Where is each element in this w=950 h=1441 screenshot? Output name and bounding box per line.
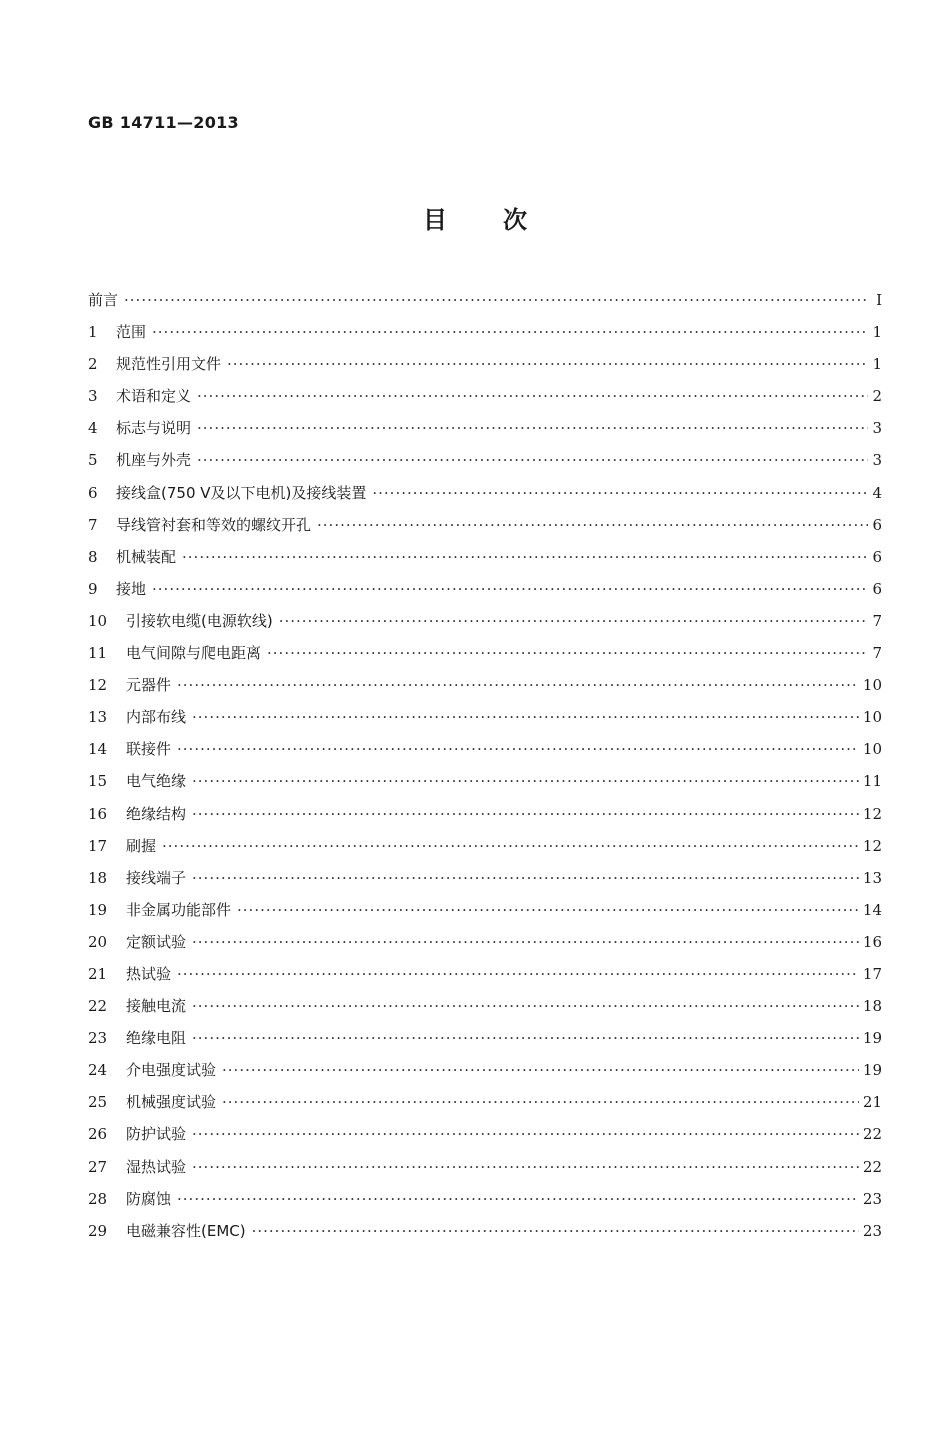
toc-entry-leader-dots [197,444,868,476]
toc-entry-label: 定额试验 [126,932,187,951]
toc-entry[interactable] [88,926,882,958]
toc-entry-label: 机械强度试验 [126,1093,217,1112]
toc-entry-number: 16 [88,804,108,823]
toc-entry[interactable] [88,412,882,444]
document-code: GB 14711—2013 [88,113,239,132]
toc-entry-label: 规范性引用文件 [116,355,222,374]
toc-entry-leader-dots [177,1183,859,1215]
toc-entry-label: 非金属功能部件 [126,900,232,919]
toc-entry-number: 17 [88,836,108,855]
toc-entry-page: 17 [862,964,882,983]
toc-entry-leader-dots [152,316,868,348]
toc-entry-number: 14 [88,740,108,759]
toc-entry-page: 6 [872,579,882,598]
toc-entry[interactable] [88,284,882,316]
toc-entry-page: 3 [872,451,882,470]
toc-title-char-2: 次 [503,206,527,234]
toc-entry-label: 内部布线 [126,708,187,727]
toc-entry-number: 26 [88,1125,108,1144]
toc-entry-leader-dots [152,573,868,605]
toc-entry-page: 1 [872,323,882,342]
toc-entry-label: 防腐蚀 [126,1189,172,1208]
toc-entry-leader-dots [192,798,859,830]
toc-entry-label: 接地 [116,579,147,598]
toc-entry-leader-dots [227,348,868,380]
toc-entry-label: 防护试验 [126,1125,187,1144]
toc-entry[interactable] [88,830,882,862]
toc-entry-leader-dots [279,605,868,637]
toc-entry-leader-dots [192,1022,859,1054]
toc-entry[interactable] [88,701,882,733]
toc-entry-label: 联接件 [126,740,172,759]
toc-entry[interactable] [88,348,882,380]
toc-entry-page: 19 [862,1061,882,1080]
toc-entry-label: 绝缘结构 [126,804,187,823]
toc-entry-label: 导线管衬套和等效的螺纹开孔 [116,515,312,534]
toc-entry-number: 12 [88,676,108,695]
toc-entry-label: 接线盒(750 V及以下电机)及接线装置 [116,483,367,502]
toc-entry-leader-dots [237,894,859,926]
toc-entry-leader-dots [192,1118,859,1150]
toc-entry-label: 绝缘电阻 [126,1029,187,1048]
toc-entry-label: 机座与外壳 [116,451,192,470]
toc-entry-page: Ⅰ [876,291,882,309]
toc-entry-number: 28 [88,1189,108,1208]
toc-list [88,284,882,1247]
toc-entry-leader-dots [197,412,868,444]
toc-entry-number: 2 [88,355,98,374]
toc-entry-page: 23 [862,1221,882,1240]
toc-entry[interactable] [88,862,882,894]
toc-entry-label: 范围 [116,323,147,342]
toc-entry-number: 29 [88,1221,108,1240]
toc-entry[interactable] [88,637,882,669]
toc-entry-label: 标志与说明 [116,419,192,438]
toc-entry-label: 术语和定义 [116,387,192,406]
toc-entry[interactable] [88,1183,882,1215]
toc-entry-number: 20 [88,932,108,951]
toc-entry-number: 6 [88,483,98,502]
toc-entry-label: 接触电流 [126,997,187,1016]
toc-entry[interactable] [88,1215,882,1247]
toc-entry-label: 电磁兼容性(EMC) [126,1221,246,1240]
toc-entry-leader-dots [192,990,859,1022]
toc-entry[interactable] [88,990,882,1022]
toc-entry-number: 19 [88,900,108,919]
toc-entry-number: 3 [88,387,98,406]
toc-entry-label: 引接软电缆(电源软线) [126,611,273,630]
toc-entry-page: 7 [872,611,882,630]
toc-entry[interactable] [88,798,882,830]
toc-entry[interactable] [88,1118,882,1150]
toc-entry-leader-dots [177,669,859,701]
toc-entry-page: 18 [862,997,882,1016]
toc-entry-number: 23 [88,1029,108,1048]
toc-entry-number: 9 [88,579,98,598]
toc-entry-page: 2 [872,387,882,406]
toc-entry-leader-dots [222,1054,859,1086]
toc-entry[interactable] [88,316,882,348]
toc-entry-leader-dots [222,1086,859,1118]
toc-entry-page: 13 [862,868,882,887]
toc-entry[interactable] [88,765,882,797]
toc-entry-page: 10 [862,676,882,695]
toc-entry-leader-dots [267,637,868,669]
toc-entry-page: 10 [862,740,882,759]
toc-entry-number: 21 [88,964,108,983]
toc-entry-number: 22 [88,997,108,1016]
toc-entry-number: 1 [88,323,98,342]
toc-entry-page: 14 [862,900,882,919]
toc-entry-label: 元器件 [126,676,172,695]
toc-entry-page: 4 [872,483,882,502]
toc-entry-label: 介电强度试验 [126,1061,217,1080]
toc-entry-page: 16 [862,932,882,951]
toc-entry-leader-dots [162,830,859,862]
toc-entry[interactable] [88,573,882,605]
toc-entry-number: 27 [88,1157,108,1176]
toc-entry-leader-dots [177,733,859,765]
toc-entry-leader-dots [252,1215,859,1247]
toc-entry-number: 18 [88,868,108,887]
toc-entry-page: 6 [872,515,882,534]
toc-entry-number: 5 [88,451,98,470]
toc-entry[interactable] [88,1054,882,1086]
toc-entry[interactable] [88,541,882,573]
toc-entry-number: 25 [88,1093,108,1112]
toc-entry-page: 1 [872,355,882,374]
toc-entry-page: 11 [862,772,882,791]
toc-entry-label: 热试验 [126,964,172,983]
toc-entry[interactable] [88,477,882,509]
toc-entry-leader-dots [197,380,868,412]
toc-entry-number: 7 [88,515,98,534]
toc-entry-page: 21 [862,1093,882,1112]
toc-entry-leader-dots [124,284,868,316]
toc-entry-label: 接线端子 [126,868,187,887]
toc-entry-page: 23 [862,1189,882,1208]
toc-entry-page: 10 [862,708,882,727]
toc-entry[interactable] [88,444,882,476]
toc-entry-label: 电气绝缘 [126,772,187,791]
toc-entry[interactable] [88,894,882,926]
toc-entry-page: 7 [872,644,882,663]
toc-entry[interactable] [88,1022,882,1054]
toc-entry-leader-dots [192,1151,859,1183]
toc-entry-number: 15 [88,772,108,791]
toc-entry-page: 19 [862,1029,882,1048]
toc-entry-page: 3 [872,419,882,438]
toc-entry-label: 电气间隙与爬电距离 [126,644,262,663]
toc-entry-label: 前言 [88,291,119,309]
toc-entry-label: 机械装配 [116,547,177,566]
toc-entry[interactable] [88,958,882,990]
toc-entry-number: 8 [88,547,98,566]
toc-entry-label: 湿热试验 [126,1157,187,1176]
toc-entry[interactable] [88,669,882,701]
toc-entry-number: 11 [88,644,108,663]
toc-entry-leader-dots [192,701,859,733]
toc-entry-leader-dots [192,765,859,797]
toc-entry-leader-dots [317,509,868,541]
toc-entry[interactable] [88,380,882,412]
toc-entry-page: 12 [862,804,882,823]
toc-entry-label: 刷握 [126,836,157,855]
toc-entry[interactable] [88,733,882,765]
toc-entry-number: 24 [88,1061,108,1080]
toc-entry-leader-dots [372,477,868,509]
toc-entry-page: 22 [862,1157,882,1176]
toc-title-char-1: 目 [423,206,447,234]
toc-entry-page: 6 [872,547,882,566]
toc-entry-page: 22 [862,1125,882,1144]
toc-entry-leader-dots [192,862,859,894]
toc-entry-page: 12 [862,836,882,855]
toc-entry[interactable] [88,1086,882,1118]
toc-title [0,200,950,235]
toc-entry-leader-dots [177,958,859,990]
toc-entry[interactable] [88,509,882,541]
toc-entry[interactable] [88,605,882,637]
toc-entry-number: 10 [88,611,108,630]
toc-entry[interactable] [88,1151,882,1183]
toc-entry-number: 4 [88,419,98,438]
toc-entry-number: 13 [88,708,108,727]
toc-entry-leader-dots [182,541,868,573]
toc-entry-leader-dots [192,926,859,958]
